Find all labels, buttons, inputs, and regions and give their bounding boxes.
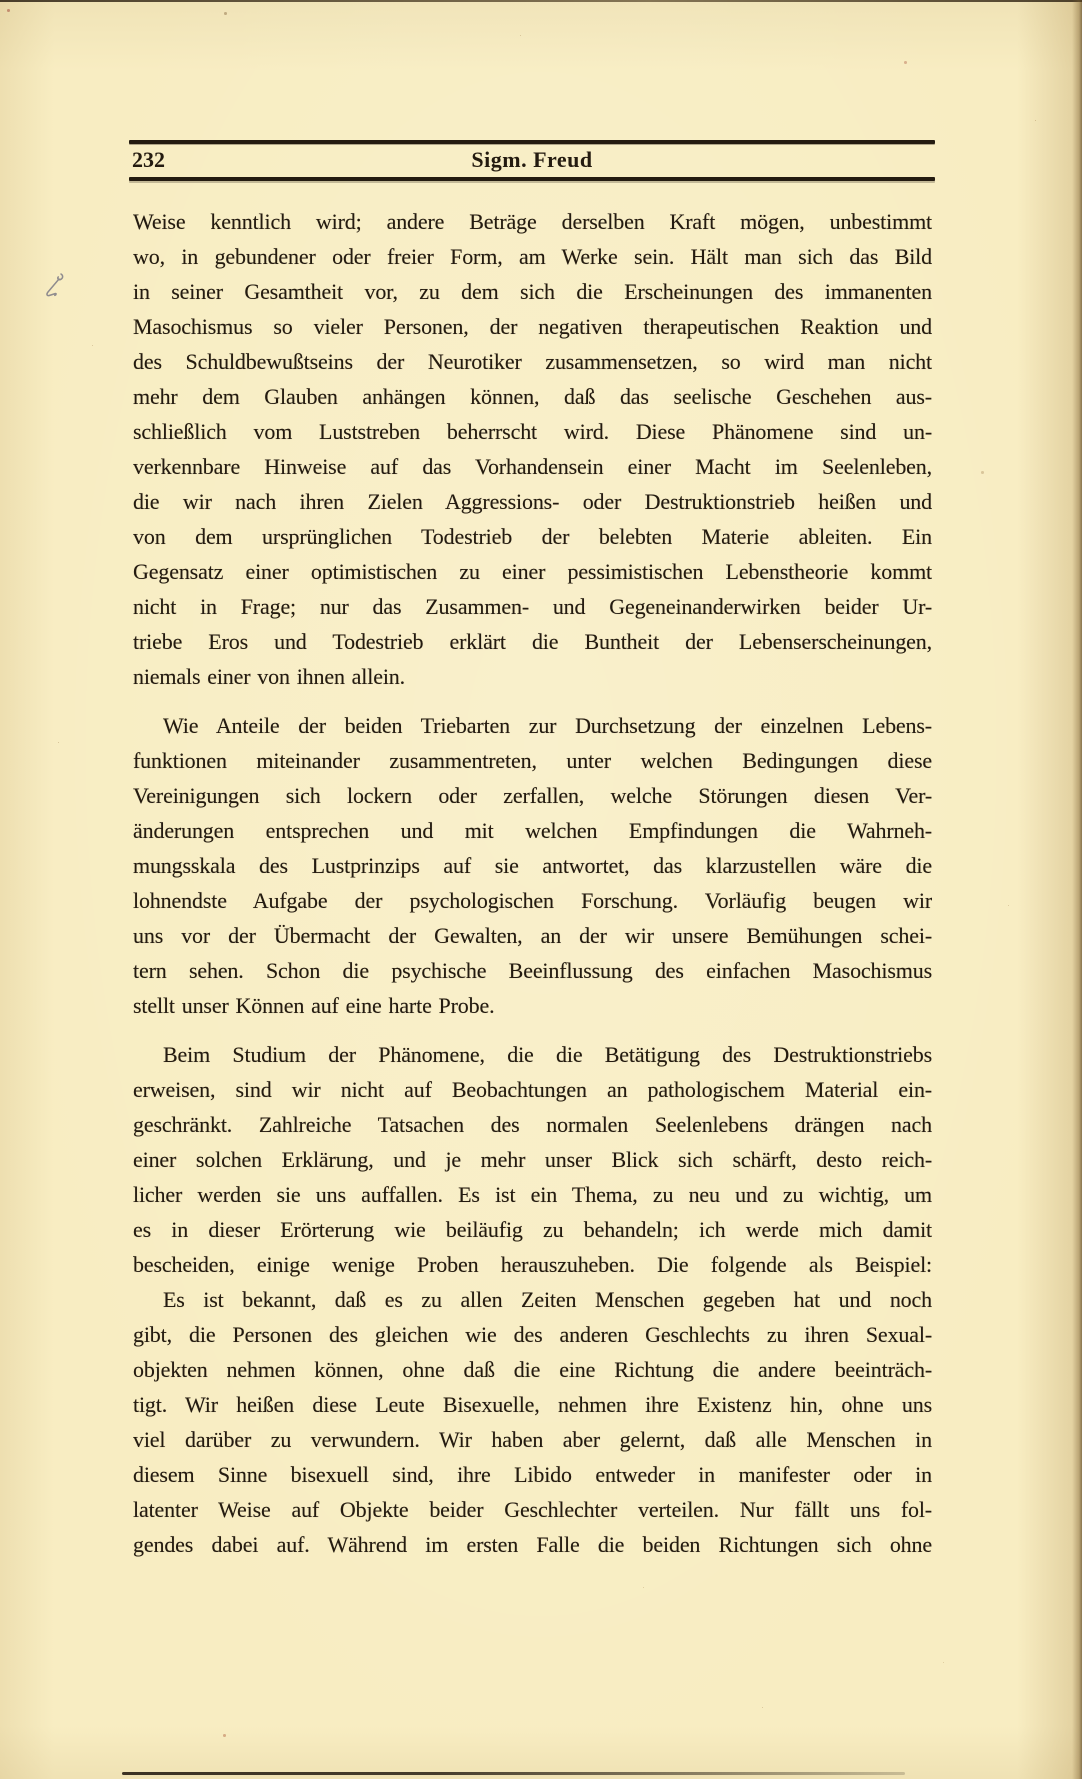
text-line: licher werden sie uns auffallen. Es ist ein Thema, zu neu und zu wichtig, um: [133, 1182, 932, 1207]
text-line: mehr dem Glauben anhängen können, daß das seelische Geschehen aus-: [133, 384, 932, 409]
text-line: geschränkt. Zahlreiche Tatsachen des normalen Seelenlebens drängen nach: [133, 1112, 932, 1137]
text-line: gibt, die Personen des gleichen wie des anderen Geschlechts zu ihren Sexual-: [133, 1322, 932, 1347]
text-line: Weise kenntlich wird; andere Beträge derselben Kraft mögen, unbestimmt: [133, 209, 932, 234]
paragraph: [133, 1037, 932, 1282]
text-line: gendes dabei auf. Während im ersten Falle die beiden Richtungen sich ohne: [133, 1532, 932, 1557]
text-line: bescheiden, einige wenige Proben herauszuheben. Die folgende als Beispiel:: [133, 1252, 932, 1277]
header-rule-top: [129, 140, 935, 144]
text-line: latenter Weise auf Objekte beider Geschlechter verteilen. Nur fällt uns fol-: [133, 1497, 932, 1522]
text-line: es in dieser Erörterung wie beiläufig zu behandeln; ich werde mich damit: [133, 1217, 932, 1242]
text-line: verkennbare Hinweise auf das Vorhandensein einer Macht im Seelenleben,: [133, 454, 932, 479]
text-line: Vereinigungen sich lockern oder zerfallen, welche Störungen diesen Ver-: [133, 783, 932, 808]
text-line: funktionen miteinander zusammentreten, unter welchen Bedingungen diese: [133, 748, 932, 773]
page-right-edge-shadow: [1072, 0, 1082, 1779]
paragraph: [133, 1282, 932, 1562]
running-head: [129, 146, 935, 174]
text-line: die wir nach ihren Zielen Aggressions- oder Destruktionstrieb heißen und: [133, 489, 932, 514]
text-line: stellt unser Können auf eine harte Probe.: [133, 993, 495, 1018]
paragraph: [133, 204, 932, 694]
page-number: 232: [132, 147, 165, 172]
text-line: lohnendste Aufgabe der psychologischen Forschung. Vorläufig beugen wir: [133, 888, 932, 913]
pencil-margin-mark-icon: [40, 268, 68, 304]
text-line: änderungen entsprechen und mit welchen Empfindungen die Wahrneh-: [133, 818, 932, 843]
paper-speckles: [0, 0, 1, 1]
text-line: tern sehen. Schon die psychische Beeinflussung des einfachen Masochismus: [133, 958, 932, 983]
header-rule-bottom: [129, 177, 935, 181]
text-line: triebe Eros und Todestrieb erklärt die Buntheit der Lebenserscheinungen,: [133, 629, 932, 654]
text-line: in seiner Gesamtheit vor, zu dem sich die Erscheinungen des immanenten: [133, 279, 932, 304]
text-line: von dem ursprünglichen Todestrieb der belebten Materie ableiten. Ein: [133, 524, 932, 549]
text-line: objekten nehmen können, ohne daß die eine Richtung die andere beeinträch-: [133, 1357, 932, 1382]
text-line: schließlich vom Luststreben beherrscht wird. Diese Phänomene sind un-: [133, 419, 932, 444]
paragraph: [133, 708, 932, 1023]
page-top-edge-shadow: [0, 0, 1082, 2]
text-line: nicht in Frage; nur das Zusammen- und Gegeneinanderwirken beider Ur-: [133, 594, 932, 619]
text-line: niemals einer von ihnen allein.: [133, 664, 405, 689]
text-line: Wie Anteile der beiden Triebarten zur Durchsetzung der einzelnen Lebens-: [163, 713, 932, 738]
text-line: Beim Studium der Phänomene, die die Betätigung des Destruktionstriebs: [163, 1042, 932, 1067]
bottom-scan-line: [122, 1772, 905, 1775]
text-line: Masochismus so vieler Personen, der negativen therapeutischen Reaktion und: [133, 314, 932, 339]
text-line: erweisen, sind wir nicht auf Beobachtungen an pathologischem Material ein-: [133, 1077, 932, 1102]
text-line: viel darüber zu verwundern. Wir haben aber gelernt, daß alle Menschen in: [133, 1427, 932, 1452]
body-text: [133, 204, 932, 1562]
text-line: Gegensatz einer optimistischen zu einer pessimistischen Lebenstheorie kommt: [133, 559, 932, 584]
text-line: Es ist bekannt, daß es zu allen Zeiten Menschen gegeben hat und noch: [163, 1287, 932, 1312]
running-head-title: Sigm. Freud: [471, 147, 593, 172]
text-line: wo, in gebundener oder freier Form, am Werke sein. Hält man sich das Bild: [133, 244, 932, 269]
text-line: mungsskala des Lustprinzips auf sie antwortet, das klarzustellen wäre die: [133, 853, 932, 878]
text-line: einer solchen Erklärung, und je mehr unser Blick sich schärft, desto reich-: [133, 1147, 932, 1172]
text-line: diesem Sinne bisexuell sind, ihre Libido entweder in manifester oder in: [133, 1462, 932, 1487]
text-line: uns vor der Übermacht der Gewalten, an der wir unsere Bemühungen schei-: [133, 923, 932, 948]
text-line: des Schuldbewußtseins der Neurotiker zusammensetzen, so wird man nicht: [133, 349, 932, 374]
text-line: tigt. Wir heißen diese Leute Bisexuelle, nehmen ihre Existenz hin, ohne uns: [133, 1392, 932, 1417]
